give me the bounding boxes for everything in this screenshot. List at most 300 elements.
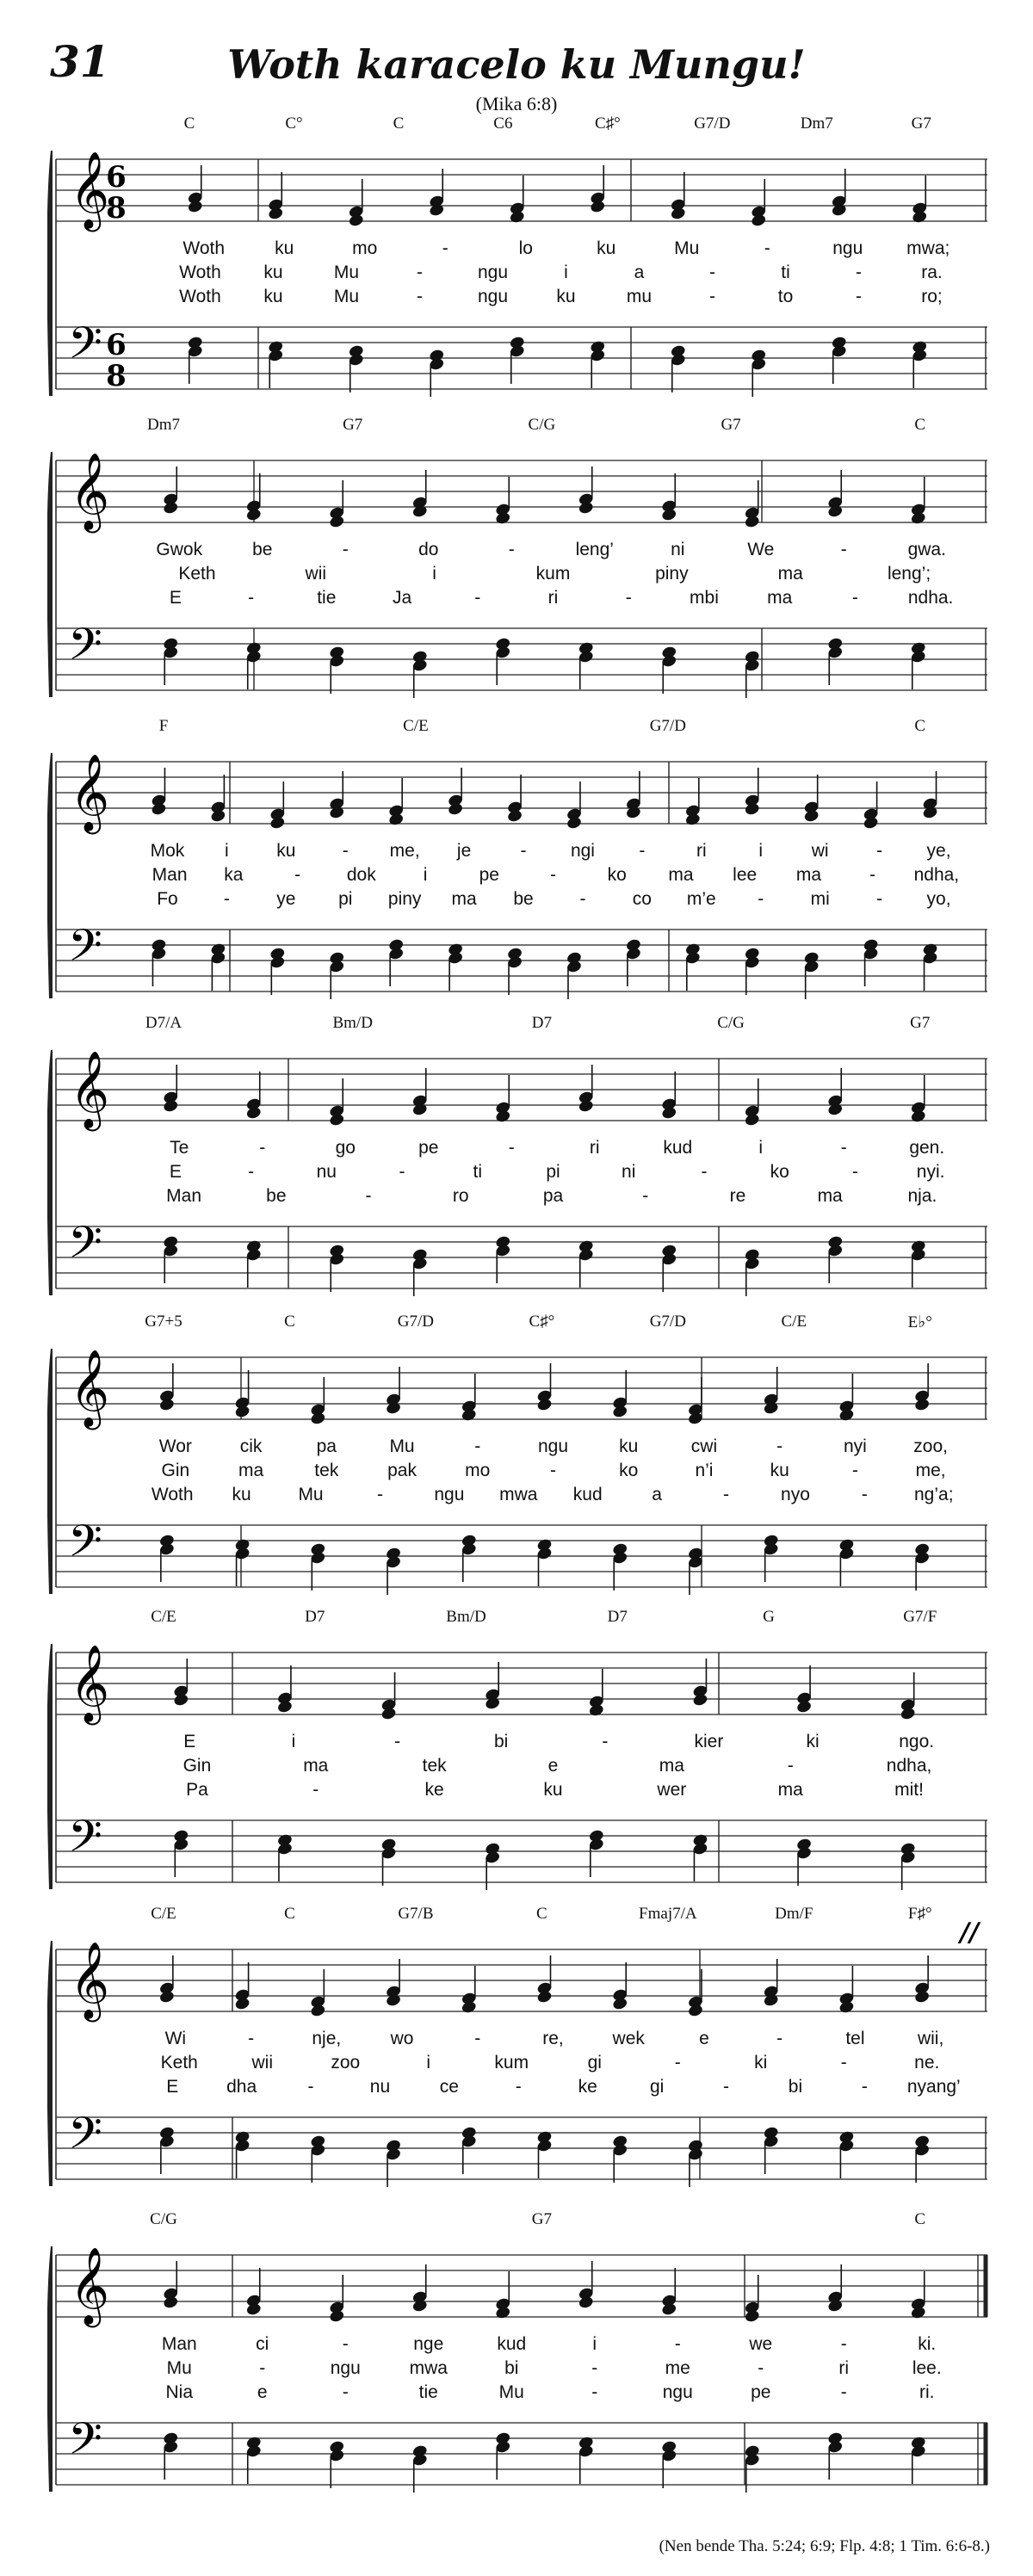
- lyric-syllable: lo: [518, 238, 533, 258]
- lyric-syllable: ki: [754, 2053, 768, 2073]
- lyric-syllable: be: [513, 889, 534, 909]
- lyric-syllable: Nia: [165, 2382, 194, 2402]
- lyric-syllable: -: [223, 889, 230, 909]
- lyric-syllable: -: [442, 238, 448, 258]
- lyric-syllable: cik: [239, 1436, 263, 1456]
- lyric-syllable: Mu: [166, 2358, 192, 2378]
- note-column: [536, 1955, 553, 2178]
- time-signature-numerator: 6: [106, 160, 127, 195]
- chord-symbol: Bm/D: [332, 1014, 373, 1032]
- scripture-reference: (Mika 6:8): [475, 93, 558, 114]
- lyric-syllable: tek: [314, 1461, 339, 1480]
- lyric-syllable: zoo: [331, 2053, 361, 2073]
- lyric-syllable: ngu: [477, 287, 509, 306]
- lyric-syllable: ma: [817, 1186, 843, 1206]
- lyric-syllable: -: [520, 841, 527, 861]
- lyric-syllable: ma: [303, 1756, 329, 1776]
- lyric-syllable: wek: [612, 2029, 645, 2048]
- chord-symbol: C: [536, 1905, 547, 1923]
- lyric-syllable: go: [335, 1138, 356, 1158]
- lyric-syllable: Man: [152, 865, 188, 885]
- note-column: [495, 477, 511, 685]
- note-column: [307, 1969, 326, 2183]
- system-2: [47, 417, 994, 701]
- lyric-syllable: bi: [494, 1732, 509, 1751]
- lyric-syllable: E: [169, 588, 182, 608]
- note-column: [485, 1662, 501, 1890]
- lyric-syllable: gi: [649, 2077, 665, 2097]
- lyric-syllable: Gwok: [156, 540, 203, 559]
- note-column: [827, 1068, 844, 1283]
- lyric-syllable: -: [342, 2334, 349, 2354]
- chord-symbol: G7/D: [397, 1313, 435, 1331]
- treble-clef-icon: 𝄞: [70, 2247, 110, 2325]
- chord-symbol: F♯°: [907, 1905, 932, 1923]
- lyric-syllable: we: [749, 2334, 773, 2354]
- lyric-syllable: nyi: [843, 1436, 867, 1456]
- chord-symbol: G7/D: [694, 114, 731, 133]
- bass-clef-icon: 𝄢: [68, 1810, 102, 1873]
- lyric-syllable: -: [787, 1756, 794, 1776]
- lyric-syllable: -: [876, 841, 883, 861]
- chord-symbol: C: [183, 114, 195, 133]
- chord-symbol: G7: [531, 2210, 552, 2228]
- lyric-syllable: -: [312, 1780, 319, 1800]
- chord-symbol: C: [393, 114, 405, 133]
- chord-symbol: C/G: [717, 1014, 745, 1032]
- lyric-syllable: ma: [238, 1461, 264, 1480]
- lyric-syllable: ndha.: [907, 588, 954, 608]
- lyric-syllable: kud: [663, 1138, 693, 1158]
- chord-symbol: G7+5: [145, 1313, 182, 1331]
- lyric-syllable: Mu: [333, 287, 360, 306]
- bass-clef-icon: 𝄢: [68, 1216, 102, 1279]
- lyric-syllable: -: [550, 1461, 556, 1480]
- hymn-number: 31: [50, 36, 110, 87]
- lyric-syllable: i: [291, 1732, 296, 1751]
- lyric-syllable: -: [248, 1162, 255, 1182]
- lyric-syllable: -: [851, 1461, 858, 1480]
- system-1: [47, 116, 994, 400]
- lyric-syllable: lee.: [912, 2358, 942, 2378]
- lyric-syllable: e: [699, 2029, 709, 2048]
- lyric-syllable: Gin: [161, 1461, 190, 1480]
- note-column: [661, 1072, 677, 1292]
- lyric-syllable: gi: [587, 2053, 602, 2073]
- note-column: [380, 1672, 397, 1886]
- lyric-syllable: -: [709, 287, 715, 306]
- lyric-syllable: ye: [276, 889, 296, 909]
- lyric-syllable: -: [307, 2077, 314, 2097]
- lyric-syllable: Keth: [160, 2053, 198, 2073]
- lyric-syllable: Mu: [298, 1485, 324, 1504]
- chord-symbol: G7/D: [649, 717, 686, 735]
- lyric-syllable: mi: [810, 889, 830, 909]
- lyric-syllable: -: [861, 2077, 868, 2097]
- lyric-syllable: tie: [317, 588, 337, 608]
- lyric-syllable: -: [342, 2382, 349, 2402]
- lyric-syllable: ku: [556, 287, 576, 306]
- lyric-syllable: -: [417, 263, 423, 282]
- lyric-syllable: mbi: [690, 588, 719, 608]
- lyric-syllable: mwa;: [906, 238, 950, 258]
- chord-symbol: D7/A: [145, 1014, 182, 1032]
- lyric-syllable: ma: [767, 588, 793, 608]
- lyric-syllable: -: [758, 2358, 764, 2378]
- note-column: [687, 1969, 703, 2187]
- lyric-syllable: ng’a;: [914, 1485, 954, 1504]
- lyric-syllable: nyang’: [906, 2077, 961, 2097]
- chord-symbol: D7: [531, 1014, 552, 1032]
- lyric-syllable: ri: [589, 1138, 600, 1158]
- note-column: [670, 172, 686, 392]
- hymn-title: Woth karacelo ku Mungu!: [227, 41, 806, 88]
- lyric-syllable: ku: [770, 1461, 789, 1480]
- lyric-syllable: nu: [369, 2077, 391, 2097]
- bass-clef-icon: 𝄢: [68, 2107, 102, 2170]
- lyric-syllable: ngi: [570, 841, 595, 861]
- staff-system-graphic: [47, 1016, 994, 1300]
- lyric-syllable: mit!: [894, 1780, 924, 1800]
- note-column: [687, 1377, 703, 1595]
- lyric-syllable: -: [840, 2053, 847, 2073]
- lyric-syllable: Te: [170, 1138, 189, 1158]
- lyric-syllable: ka: [224, 865, 244, 885]
- lyric-syllable: ma: [668, 865, 694, 885]
- lyric-syllable: Man: [166, 1186, 202, 1206]
- note-column: [461, 1966, 477, 2174]
- lyric-syllable: gen.: [909, 1138, 945, 1158]
- lyric-syllable: lee: [733, 865, 758, 885]
- lyric-syllable: Mu: [389, 1436, 415, 1456]
- system-8: [47, 2212, 994, 2496]
- system-5: [47, 1314, 994, 1598]
- note-column: [612, 1962, 628, 2183]
- lyric-syllable: We: [747, 540, 775, 559]
- treble-clef-icon: 𝄞: [70, 453, 110, 530]
- lyric-syllable: -: [764, 238, 770, 258]
- lyric-syllable: cwi: [690, 1436, 718, 1456]
- lyric-syllable: mo: [352, 238, 378, 258]
- note-column: [795, 1665, 812, 1886]
- lyric-syllable: ro;: [921, 287, 943, 306]
- lyric-syllable: bi: [504, 2358, 519, 2378]
- system-3: [47, 719, 994, 1003]
- lyric-syllable: tie: [418, 2382, 438, 2402]
- bass-staff: [56, 1820, 987, 1882]
- system-7: [47, 1906, 994, 2190]
- note-column: [348, 179, 364, 392]
- lyric-syllable: ni: [671, 540, 685, 559]
- lyric-syllable: Gin: [182, 1756, 212, 1776]
- bass-staff: [56, 930, 987, 991]
- lyric-syllable: me: [665, 2358, 690, 2378]
- lyric-syllable: kum: [535, 564, 571, 584]
- chord-symbol: Fmaj7/A: [639, 1905, 697, 1923]
- note-column: [751, 179, 767, 397]
- lyric-syllable: mwa: [409, 2358, 448, 2378]
- chord-symbol: G: [763, 1608, 775, 1626]
- lyric-syllable: E: [183, 1732, 196, 1751]
- bass-clef-icon: 𝄢: [68, 919, 102, 982]
- note-column: [329, 771, 345, 999]
- chord-symbol: C: [284, 1905, 295, 1923]
- lyric-syllable: a: [652, 1485, 662, 1504]
- treble-staff: [56, 2255, 987, 2317]
- lyric-syllable: be: [252, 540, 273, 559]
- system-4: [47, 1016, 994, 1300]
- chord-symbol: Dm7: [147, 416, 180, 434]
- note-column: [692, 1659, 708, 1881]
- lyric-syllable: nja.: [907, 1186, 937, 1206]
- treble-clef-icon: 𝄞: [70, 1942, 110, 2019]
- note-column: [245, 473, 262, 689]
- lyric-syllable: -: [417, 287, 423, 306]
- lyric-syllable: -: [856, 263, 862, 282]
- chord-symbol: C/E: [151, 1905, 176, 1923]
- lyric-syllable: do: [418, 540, 439, 559]
- lyric-syllable: -: [861, 1485, 868, 1504]
- lyric-syllable: -: [639, 841, 646, 861]
- lyric-syllable: ngu: [434, 1485, 465, 1504]
- bass-staff: [56, 628, 987, 690]
- note-column: [329, 2275, 345, 2488]
- lyric-syllable: ne.: [914, 2053, 940, 2073]
- lyric-syllable: i: [225, 841, 229, 861]
- note-column: [234, 1962, 251, 2178]
- lyric-syllable: to: [777, 287, 794, 306]
- time-signature-denominator: 8: [106, 191, 127, 225]
- note-column: [578, 466, 594, 689]
- note-column: [509, 176, 525, 384]
- lyric-syllable: i: [758, 1138, 764, 1158]
- time-signature-denominator: 8: [106, 359, 127, 393]
- lyric-syllable: -: [674, 2053, 681, 2073]
- chord-symbol: D7: [607, 1608, 628, 1626]
- chord-symbol: G7/B: [398, 1905, 434, 1923]
- lyric-syllable: mu: [626, 287, 653, 306]
- lyric-syllable: ke: [578, 2077, 597, 2097]
- chord-symbol: Dm7: [800, 114, 833, 133]
- chord-symbol: C: [914, 416, 926, 434]
- lyric-syllable: -: [474, 2029, 481, 2048]
- lyric-syllable: Mu: [674, 238, 700, 258]
- note-column: [744, 480, 760, 698]
- note-column: [385, 1959, 401, 2187]
- lyric-syllable: nje,: [312, 2029, 342, 2048]
- lyric-syllable: -: [591, 2358, 598, 2378]
- lyric-syllable: Pa: [186, 1780, 208, 1800]
- lyric-syllable: wo: [390, 2029, 414, 2048]
- note-column: [276, 1665, 293, 1881]
- lyric-syllable: wi: [811, 841, 829, 861]
- lyric-syllable: -: [840, 2382, 847, 2402]
- lyric-syllable: ki: [806, 1732, 820, 1751]
- lyric-syllable: pa: [542, 1186, 564, 1206]
- note-column: [329, 1078, 345, 1292]
- lyric-syllable: -: [625, 588, 632, 608]
- note-column: [495, 1075, 511, 1283]
- bass-staff: [56, 327, 987, 389]
- lyric-syllable: pe: [479, 865, 499, 885]
- lyric-syllable: ngo.: [899, 1732, 935, 1751]
- note-column: [163, 466, 179, 685]
- note-column: [625, 771, 641, 986]
- lyric-syllable: Keth: [178, 564, 216, 584]
- lyric-syllable: ke: [424, 1780, 444, 1800]
- lyric-syllable: e: [547, 1756, 559, 1776]
- lyric-syllable: ku: [275, 238, 294, 258]
- lyric-syllable: pe: [418, 1138, 439, 1158]
- note-column: [506, 775, 523, 995]
- lyric-syllable: -: [876, 889, 883, 909]
- note-column: [588, 1669, 604, 1877]
- lyric-syllable: -: [709, 263, 715, 282]
- chord-symbol: C/G: [528, 416, 556, 434]
- lyric-syllable: wii,: [917, 2029, 944, 2048]
- lyric-syllable: -: [674, 2334, 681, 2354]
- lyric-syllable: me,: [915, 1461, 946, 1480]
- lyric-syllable: i: [423, 865, 428, 885]
- lyric-syllable: ti: [781, 263, 790, 282]
- note-column: [831, 169, 847, 384]
- lyric-syllable: -: [248, 588, 255, 608]
- treble-staff: [56, 1652, 987, 1714]
- treble-staff: [56, 159, 987, 221]
- lyric-syllable: ndha,: [886, 1756, 932, 1776]
- chord-symbol: C/G: [150, 2210, 177, 2228]
- lyric-syllable: -: [376, 1485, 383, 1504]
- bass-clef-icon: 𝄢: [68, 2412, 102, 2475]
- lyric-syllable: je: [456, 841, 472, 861]
- lyric-syllable: wii: [251, 2053, 273, 2073]
- note-column: [388, 778, 405, 986]
- lyric-syllable: dha: [226, 2077, 257, 2097]
- lyric-syllable: n’i: [695, 1461, 714, 1480]
- caesura-mark: //: [960, 1918, 979, 1948]
- lyric-syllable: E: [169, 1162, 182, 1182]
- note-column: [411, 470, 428, 698]
- bass-staff: [56, 2423, 987, 2485]
- footer-references: (Nen bende Tha. 5:24; 6:9; Flp. 4:8; 1 Tim. 6:6-8.): [659, 2537, 990, 2555]
- lyric-syllable: E: [166, 2077, 179, 2097]
- chord-symbol: F: [158, 717, 169, 735]
- lyric-syllable: be: [266, 1186, 287, 1206]
- lyric-syllable: Woth: [179, 287, 221, 306]
- lyric-syllable: leng’;: [887, 564, 931, 584]
- treble-clef-icon: 𝄞: [70, 1051, 110, 1128]
- lyric-syllable: leng’: [575, 540, 614, 559]
- lyric-syllable: ra.: [921, 263, 943, 282]
- treble-clef-icon: 𝄞: [70, 1645, 110, 1722]
- lyric-syllable: -: [579, 889, 586, 909]
- lyric-syllable: ngu: [832, 238, 863, 258]
- chord-symbol: E♭°: [907, 1313, 932, 1331]
- lyric-syllable: Mu: [498, 2382, 524, 2402]
- lyric-syllable: -: [642, 1186, 649, 1206]
- chord-symbol: G7: [910, 1014, 931, 1032]
- lyric-syllable: -: [259, 1138, 266, 1158]
- lyric-syllable: kum: [494, 2053, 529, 2073]
- treble-staff: [56, 460, 987, 522]
- lyric-syllable: yo,: [926, 889, 951, 909]
- lyric-syllable: piny: [655, 564, 689, 584]
- bass-clef-icon: 𝄢: [68, 317, 102, 380]
- note-column: [269, 781, 286, 995]
- chord-symbol: C/E: [781, 1313, 807, 1331]
- system-6: [47, 1609, 994, 1893]
- lyric-syllable: pi: [546, 1162, 560, 1182]
- lyric-syllable: ko: [619, 1461, 639, 1480]
- time-signature-numerator: 6: [106, 328, 127, 362]
- lyric-syllable: -: [399, 1162, 405, 1182]
- chord-symbol: C/E: [151, 1608, 176, 1626]
- lyric-syllable: -: [776, 2029, 783, 2048]
- treble-staff: [56, 762, 987, 824]
- lyric-syllable: ye,: [926, 841, 951, 861]
- lyric-syllable: -: [851, 1162, 858, 1182]
- lyric-syllable: Fo: [157, 889, 178, 909]
- lyric-syllable: ri.: [919, 2382, 935, 2402]
- chord-symbol: C: [284, 1313, 295, 1331]
- lyric-syllable: Wi: [164, 2029, 187, 2048]
- lyric-syllable: Wor: [158, 1436, 192, 1456]
- lyric-syllable: -: [840, 2334, 847, 2354]
- lyric-syllable: ku: [232, 1485, 251, 1504]
- lyric-syllable: -: [723, 1485, 730, 1504]
- lyric-syllable: -: [342, 540, 349, 559]
- lyric-syllable: ma: [777, 1780, 803, 1800]
- lyric-syllable: ku: [276, 841, 296, 861]
- lyric-syllable: i: [592, 2334, 597, 2354]
- lyric-syllable: wii: [305, 564, 327, 584]
- lyric-syllable: nu: [316, 1162, 337, 1182]
- lyric-syllable: -: [851, 588, 858, 608]
- lyric-syllable: -: [776, 1436, 783, 1456]
- lyric-syllable: kud: [497, 2334, 527, 2354]
- chord-symbol: G7/D: [649, 1313, 686, 1331]
- lyric-syllable: Woth: [179, 263, 221, 282]
- lyric-syllable: ndha,: [913, 865, 960, 885]
- lyric-syllable: ce: [439, 2077, 459, 2097]
- lyric-syllable: gwa.: [907, 540, 946, 559]
- lyric-syllable: -: [248, 2029, 255, 2048]
- lyric-syllable: -: [723, 2077, 730, 2097]
- lyric-syllable: ku: [619, 1436, 639, 1456]
- lyric-syllable: ci: [256, 2334, 269, 2354]
- lyric-syllable: ko: [607, 865, 627, 885]
- lyric-syllable: -: [508, 540, 515, 559]
- lyric-syllable: bi: [788, 2077, 803, 2097]
- lyric-syllable: ko: [770, 1162, 789, 1182]
- lyric-syllable: kier: [694, 1732, 724, 1751]
- lyric-syllable: re,: [542, 2029, 564, 2048]
- lyric-syllable: ri: [547, 588, 559, 608]
- lyric-syllable: -: [602, 1732, 609, 1751]
- lyric-syllable: ku: [543, 1780, 563, 1800]
- lyric-syllable: nyo: [781, 1485, 810, 1504]
- lyric-syllable: -: [294, 865, 301, 885]
- lyric-syllable: ti: [473, 1162, 483, 1182]
- lyric-syllable: ma: [795, 865, 822, 885]
- lyric-syllable: ngu: [477, 263, 509, 282]
- note-column: [578, 1065, 594, 1288]
- note-column: [827, 470, 844, 685]
- note-column: [803, 775, 820, 999]
- lyric-syllable: piny: [387, 889, 422, 909]
- lyric-syllable: ngu: [537, 1436, 569, 1456]
- lyric-syllable: ni: [622, 1162, 636, 1182]
